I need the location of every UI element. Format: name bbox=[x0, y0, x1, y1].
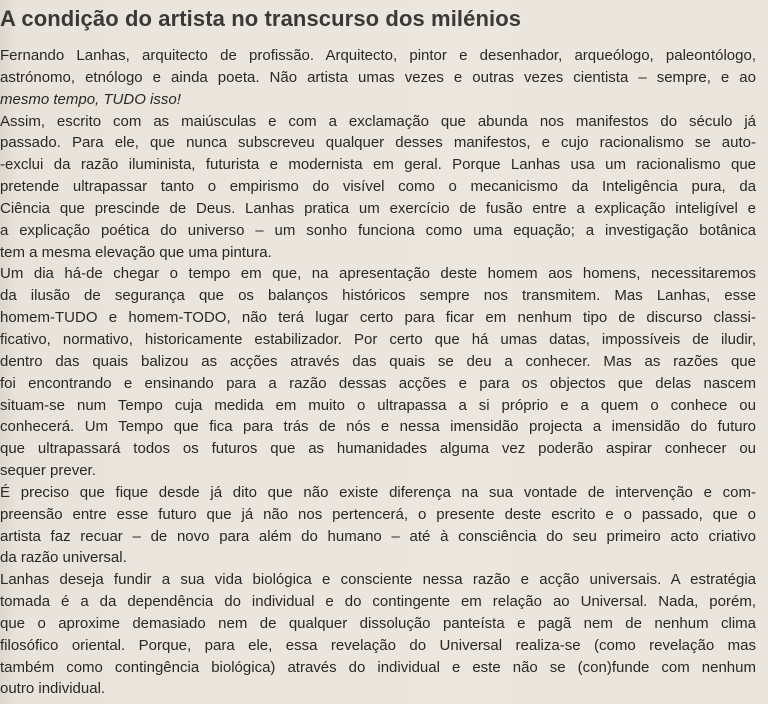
text-line: sequer prever. bbox=[0, 462, 96, 480]
text-line: que ultrapassará todos os futuros que as humanidades alguma vez poderão aspirar conhecer ou bbox=[0, 440, 756, 458]
text-line: a explicação poética do universo – um sonho funciona como uma equação; a investigação botânica bbox=[0, 221, 756, 239]
text-line: foi encontrando e ensinando para a razão dessas acções e para os objectos que delas nascem bbox=[0, 374, 756, 392]
text-line: artista faz recuar – de novo para além do humano – até à consciência do seu primeiro acto criativo bbox=[0, 527, 756, 545]
paragraph bbox=[0, 111, 756, 264]
text-line: astrónomo, etnólogo e ainda poeta. Não artista umas vezes e outras vezes cientista – sempre, e ao bbox=[0, 68, 756, 86]
paragraph bbox=[0, 569, 756, 700]
text-line: Lanhas deseja fundir a sua vida biológica e consciente nessa razão e acção universais. A estratégia bbox=[0, 571, 756, 589]
text-line: conhecerá. Um Tempo que fica para trás de nós e nessa imensidão projecta a imensidão do futuro bbox=[0, 418, 756, 436]
text-line: da razão universal. bbox=[0, 549, 127, 567]
text-line: mesmo tempo, TUDO isso! bbox=[0, 90, 181, 108]
text-line: homem-TUDO e homem-TODO, não terá lugar certo para ficar em nenhum tipo de discurso classi- bbox=[0, 309, 756, 327]
text-line: dentro das quais balizou as acções através das quais se deu a conhecer. Mas as razões que bbox=[0, 352, 756, 370]
body-text bbox=[0, 45, 756, 700]
text-line: -exclui da razão iluminista, futurista e modernista em geral. Porque Lanhas usa um racionalismo que bbox=[0, 156, 756, 174]
text-line: tem a mesma elevação que uma pintura. bbox=[0, 243, 272, 261]
text-line: passado. Para ele, que nunca subscreveu qualquer desses manifestos, e cujo racionalismo se auto- bbox=[0, 134, 756, 152]
text-line: situam-se num Tempo cuja medida em muito o ultrapassa a si próprio e a quem o conhece ou bbox=[0, 396, 756, 414]
text-line: que o aproxime demasiado nem de qualquer dissolução panteísta e pagã nem de nenhum clima bbox=[0, 614, 756, 632]
paragraph bbox=[0, 482, 756, 569]
text-line: pretende ultrapassar tanto o empirismo do visível como o mecanicismo da Inteligência pura, da bbox=[0, 178, 756, 196]
text-line: também como contingência biológica) através do individual e este não se (con)funde com nenhum bbox=[0, 658, 756, 676]
text-line: Um dia há-de chegar o tempo em que, na apresentação deste homem aos homens, necessitaremos bbox=[0, 265, 756, 283]
text-line: Assim, escrito com as maiúsculas e com a exclamação que abunda nos manifestos do século já bbox=[0, 112, 756, 130]
paragraph bbox=[0, 263, 756, 481]
chapter-title: A condição do artista no transcurso dos milénios bbox=[0, 6, 522, 31]
text-line: outro individual. bbox=[0, 680, 106, 698]
text-line: preensão entre esse futuro que já não nos pertencerá, o presente deste escrito e o passado, que o bbox=[0, 505, 756, 523]
text-line: ficativo, normativo, historicamente estabilizador. Por certo que há umas datas, impossíveis de iludir, bbox=[0, 330, 756, 348]
text-line: da ilusão de segurança que os balanços históricos sempre nos transmitem. Mas Lanhas, esse bbox=[0, 287, 756, 305]
text-line: É preciso que fique desde já dito que não existe diferença na sua vontade de intervenção e com- bbox=[0, 483, 756, 501]
text-line: filosófico oriental. Porque, para ele, essa revelação do Universal realiza-se (como revelação mas bbox=[0, 636, 756, 654]
text-line: Ciência que prescinde de Deus. Lanhas pratica um exercício de fusão entre a explicação inteligível e bbox=[0, 199, 756, 217]
paragraph bbox=[0, 45, 756, 111]
text-line: Fernando Lanhas, arquitecto de profissão. Arquitecto, pintor e desenhador, arqueólogo, paleontólogo, bbox=[0, 47, 756, 64]
text-line: tomada é a da dependência do individual e do contingente em relação ao Universal. Nada, porém, bbox=[0, 593, 756, 611]
